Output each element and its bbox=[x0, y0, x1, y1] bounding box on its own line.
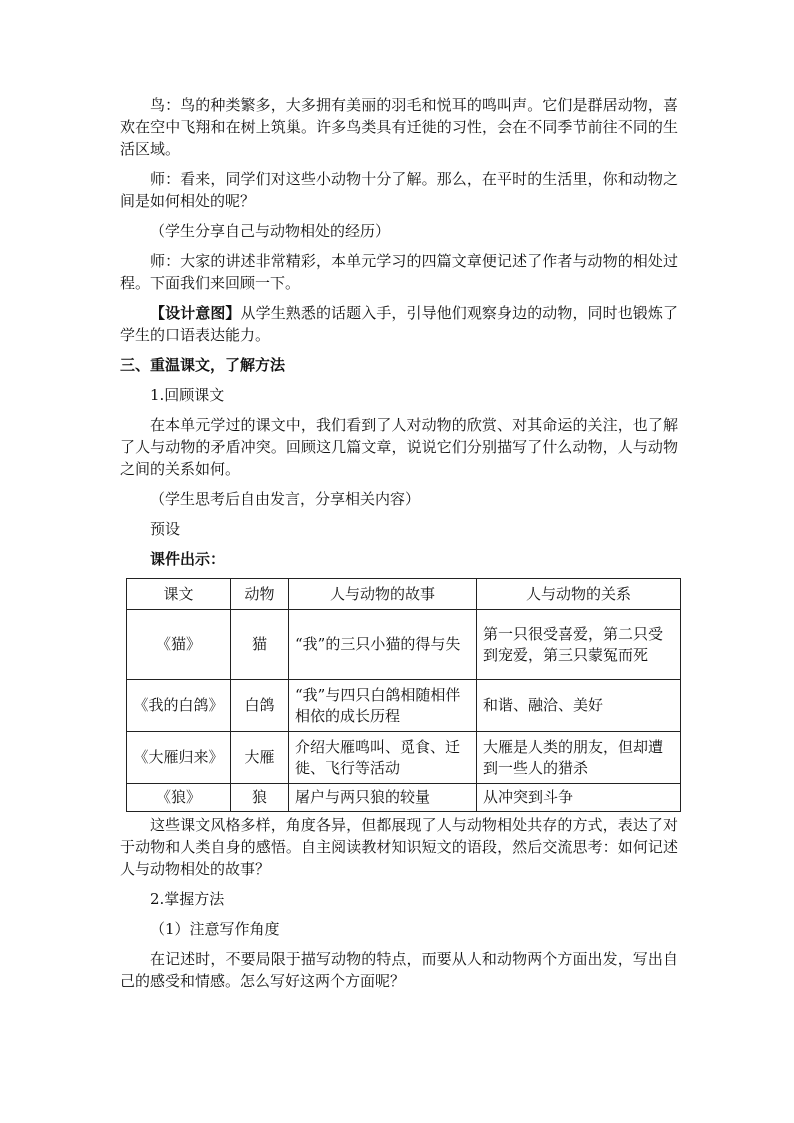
table-row bbox=[127, 610, 681, 680]
table-cell-relation: 大雁是人类的朋友，但却遭到一些人的猎杀 bbox=[477, 732, 681, 784]
design-intent-text: 从学生熟悉的话题入手，引导他们观察身边的动物，同时也锻炼了学生的口语表达能力。 bbox=[120, 304, 678, 344]
label-courseware: 课件出示： bbox=[150, 550, 226, 568]
table-cell-relation: 从冲突到斗争 bbox=[477, 784, 681, 812]
table-cell-animal: 猫 bbox=[231, 610, 289, 680]
paragraph-writing-advice: 在记述时，不要局限于描写动物的特点，而要从人和动物两个方面出发，写出自己的感受和情感。怎么写好这两个方面呢？ bbox=[120, 950, 678, 990]
table-cell-story: “我”的三只小猫的得与失 bbox=[289, 610, 477, 680]
table-cell-story: “我”与四只白鸽相随相伴相依的成长历程 bbox=[289, 680, 477, 732]
table-row bbox=[127, 784, 681, 812]
paragraph-birds: 鸟：鸟的种类繁多，大多拥有美丽的羽毛和悦耳的鸣叫声。它们是群居动物，喜欢在空中飞翔和在树上筑巢。许多鸟类具有迁徙的习性，会在不同季节前往不同的生活区域。 bbox=[120, 96, 678, 158]
table-header-cell: 人与动物的关系 bbox=[477, 579, 681, 610]
paragraph-summary: 这些课文风格多样，角度各异，但都展现了人与动物相处共存的方式，表达了对于动物和人类自身的感悟。自主阅读教材知识短文的语段，然后交流思考：如何记述人与动物相处的故事？ bbox=[120, 816, 678, 878]
subheading-master-method: 2.掌握方法 bbox=[150, 890, 225, 908]
paragraph-student-share: （学生分享自己与动物相处的经历） bbox=[150, 222, 391, 240]
table-cell-story: 屠户与两只狼的较量 bbox=[289, 784, 477, 812]
table-cell-animal: 大雁 bbox=[231, 732, 289, 784]
table-cell-animal: 白鸽 bbox=[231, 680, 289, 732]
table-header-cell: 课文 bbox=[127, 579, 231, 610]
paragraph-design-intent bbox=[120, 302, 678, 346]
table-header-cell: 人与动物的故事 bbox=[289, 579, 477, 610]
table-row bbox=[127, 732, 681, 784]
paragraph-teacher-review: 师：大家的讲述非常精彩，本单元学习的四篇文章便记述了作者与动物的相处过程。下面我们来回顾一下。 bbox=[120, 252, 678, 292]
paragraph-student-discussion: （学生思考后自由发言，分享相关内容） bbox=[150, 490, 421, 508]
paragraph-teacher-question: 师：看来，同学们对这些小动物十分了解。那么，在平时的生活里，你和动物之间是如何相处的呢？ bbox=[120, 170, 678, 210]
subheading-writing-angle: （1）注意写作角度 bbox=[150, 920, 280, 938]
table-cell-text: 《我的白鸽》 bbox=[127, 680, 231, 732]
document-body bbox=[120, 94, 678, 1000]
table-row bbox=[127, 680, 681, 732]
table-cell-text: 《猫》 bbox=[127, 610, 231, 680]
table-cell-relation: 和谐、融洽、美好 bbox=[477, 680, 681, 732]
section-heading: 三、重温课文，了解方法 bbox=[120, 356, 286, 374]
table-cell-animal: 狼 bbox=[231, 784, 289, 812]
table-cell-text: 《狼》 bbox=[127, 784, 231, 812]
label-preset: 预设 bbox=[150, 520, 181, 538]
table-header-row bbox=[127, 579, 681, 610]
table-cell-text: 《大雁归来》 bbox=[127, 732, 231, 784]
lesson-table bbox=[126, 578, 681, 812]
table-header-cell: 动物 bbox=[231, 579, 289, 610]
paragraph-review-intro: 在本单元学过的课文中，我们看到了人对动物的欣赏、对其命运的关注，也了解了人与动物的矛盾冲突。回顾这几篇文章，说说它们分别描写了什么动物，人与动物之间的关系如何。 bbox=[120, 416, 678, 478]
table-cell-relation: 第一只很受喜爱，第二只受到宠爱，第三只蒙冤而死 bbox=[477, 610, 681, 680]
subheading-review-texts: 1.回顾课文 bbox=[150, 386, 225, 404]
design-intent-label: 【设计意图】 bbox=[150, 304, 241, 322]
table-cell-story: 介绍大雁鸣叫、觅食、迁徙、飞行等活动 bbox=[289, 732, 477, 784]
